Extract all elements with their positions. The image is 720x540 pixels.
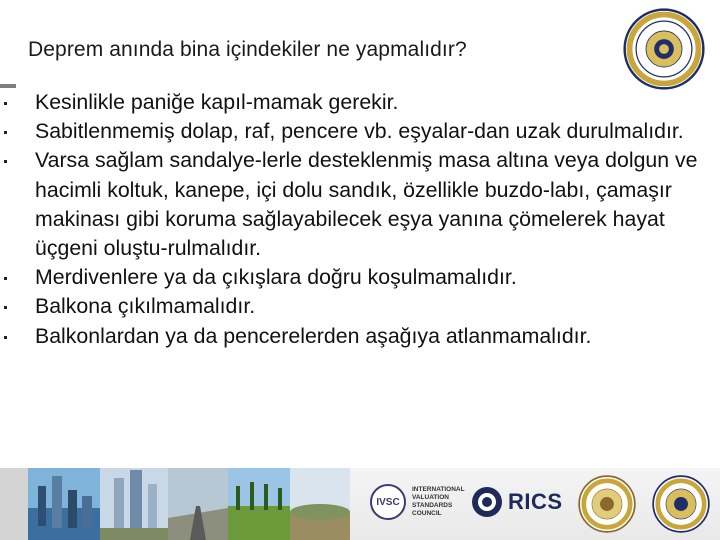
list-item <box>0 146 715 263</box>
tower-photo <box>100 468 168 540</box>
rics-lion-icon <box>470 484 504 520</box>
bullet-list <box>0 88 715 351</box>
bullet-marker <box>4 306 7 309</box>
bullet-marker <box>4 131 7 134</box>
list-item <box>0 292 715 321</box>
rics-logo <box>470 484 563 520</box>
skyline-photo <box>28 468 100 540</box>
list-item <box>0 88 715 117</box>
bullet-marker <box>4 102 7 105</box>
road-photo <box>168 468 228 540</box>
university-seal-logo-footer-2 <box>652 475 710 533</box>
bullet-text: Balkonlardan ya da pencerelerden aşağıya atlanmamalıdır. <box>35 323 592 348</box>
footer-grey-block <box>0 468 28 540</box>
footer-photo-collage <box>28 468 350 540</box>
list-item <box>0 263 715 292</box>
landscape-photo <box>290 468 350 540</box>
bullet-text: Varsa sağlam sandalye-lerle desteklenmiş masa altına veya dolgun ve hacimli koltuk, kanepe, içi dolu sandık, özellikle buzdo-labı, çamaşır makinası gibi koruma sağlayabilecek eşya yanına çömelerek hayat üçgeni oluştu-rulmalıdır. <box>35 148 698 261</box>
field-photo <box>228 468 290 540</box>
bullet-marker <box>4 277 7 280</box>
bullet-text: Merdivenlere ya da çıkışlara doğru koşulmamalıdır. <box>35 265 517 290</box>
list-item <box>0 322 715 351</box>
list-item <box>0 117 715 146</box>
ivsc-emblem: IVSC <box>370 484 406 520</box>
bullet-marker <box>4 336 7 339</box>
ivsc-logo <box>370 484 472 520</box>
bullet-text: Kesinlikle paniğe kapıl-mamak gerekir. <box>35 90 399 114</box>
rics-wordmark: RICS <box>508 489 563 514</box>
university-seal-logo-footer-1 <box>578 475 636 533</box>
bullet-text: Sabitlenmemiş dolap, raf, pencere vb. eşyalar-dan uzak durulmalıdır. <box>35 119 684 144</box>
ivsc-wordmark: INTERNATIONAL VALUATION STANDARDS COUNCIL <box>412 486 465 517</box>
bullet-text: Balkona çıkılmamalıdır. <box>35 294 256 319</box>
bullet-marker <box>4 160 7 163</box>
slide-title: Deprem anında bina içindekiler ne yapmalıdır? <box>28 38 467 61</box>
university-seal-logo <box>623 8 705 90</box>
